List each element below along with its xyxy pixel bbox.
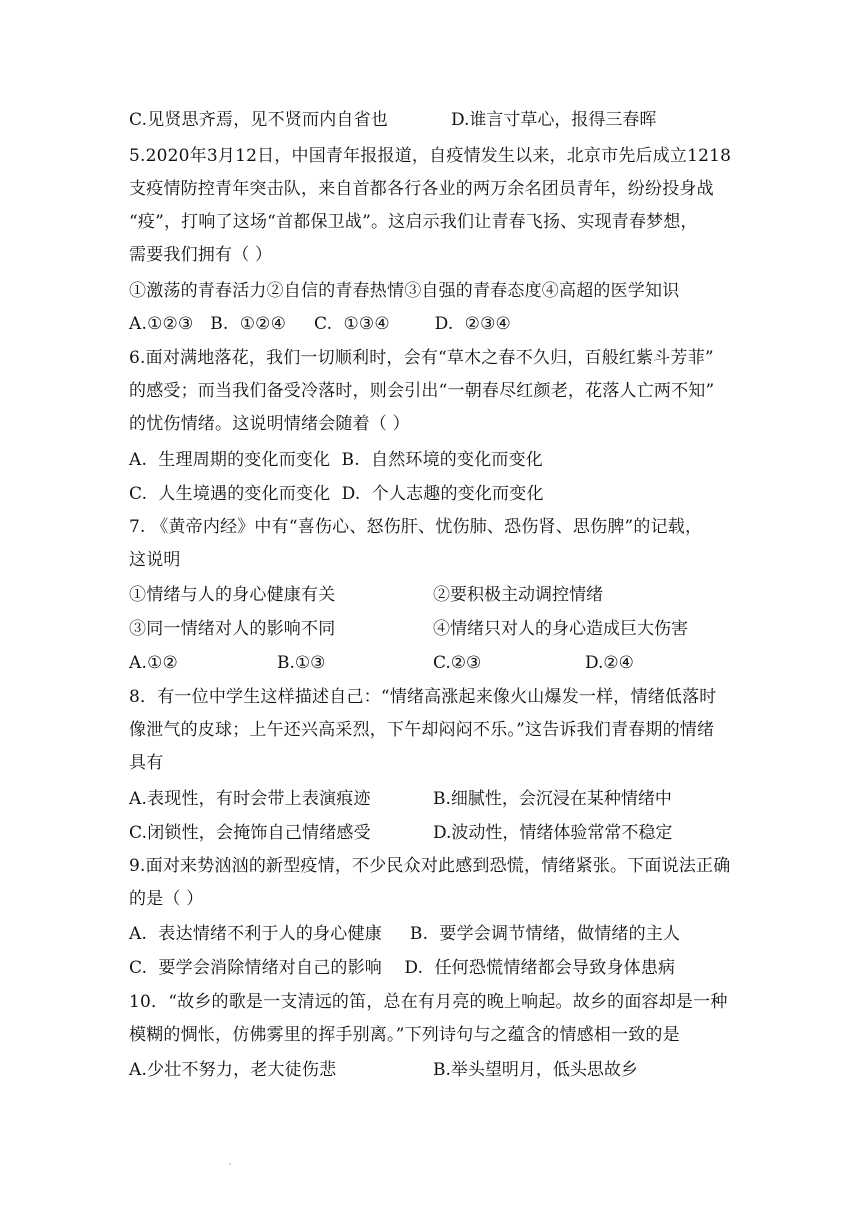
q10-stem-line-2: 模糊的惆怅，仿佛雾里的挥手别离。”下列诗句与之蕴含的情感相一致的是 bbox=[129, 1025, 680, 1045]
q7-option-d: D.②④ bbox=[585, 653, 634, 673]
q6-options-cd: C. 人生境遇的变化而变化 D. 个人志趣的变化而变化 bbox=[129, 484, 544, 504]
q8-option-d: D.波动性，情绪体验常常不稳定 bbox=[433, 823, 673, 843]
q6-stem-line-2: 的感受；而当我们备受冷落时，则会引出“一朝春尽红颜老，花落人亡两不知” bbox=[129, 381, 715, 401]
q5-stem-line-2: 支疫情防控青年突击队，来自首都各行各业的两万余名团员青年，纷纷投身战 bbox=[129, 179, 714, 199]
q7-stem-line-2: 这说明 bbox=[129, 550, 181, 570]
q7-item-3: ③同一情绪对人的影响不同 bbox=[129, 619, 336, 639]
q5-items: ①激荡的青春活力②自信的青春热情③自强的青春态度④高超的医学知识 bbox=[129, 281, 680, 301]
q10-option-a: A.少壮不努力，老大徒伤悲 bbox=[129, 1060, 337, 1080]
q10-stem-line-1: 10．“故乡的歌是一支清远的笛，总在有月亮的晚上响起。故乡的面容却是一种 bbox=[129, 992, 728, 1012]
q4-option-c: C.见贤思齐焉，见不贤而内自省也 bbox=[129, 110, 389, 130]
q9-options-cd: C. 要学会消除情绪对自己的影响 D. 任何恐慌情绪都会导致身体患病 bbox=[129, 958, 676, 978]
q7-stem-line-1: 7. 《黄帝内经》中有“喜伤心、怒伤肝、忧伤肺、恐伤肾、思伤脾”的记载， bbox=[129, 517, 703, 537]
q9-options-ab: A. 表达情绪不利于人的身心健康 B. 要学会调节情绪，做情绪的主人 bbox=[129, 924, 681, 944]
q7-item-4: ④情绪只对人的身心造成巨大伤害 bbox=[433, 619, 688, 639]
q5-options: A.①②③ B. ①②④ C. ①③④ D. ②③④ bbox=[129, 314, 511, 334]
q8-stem-line-1: 8．有一位中学生这样描述自己：“情绪高涨起来像火山爆发一样，情绪低落时 bbox=[129, 687, 717, 707]
q7-option-b: B.①③ bbox=[277, 653, 326, 673]
q5-stem-line-3: “疫”，打响了这场“首都保卫战”。这启示我们让青春飞扬、实现青春梦想， bbox=[129, 212, 698, 232]
q8-stem-line-3: 具有 bbox=[129, 753, 164, 773]
q8-option-a: A.表现性，有时会带上表演痕迹 bbox=[129, 789, 371, 809]
q7-item-2: ②要积极主动调控情绪 bbox=[433, 585, 603, 605]
q5-stem-line-1: 5.2020年3月12日，中国青年报报道，自疫情发生以来，北京市先后成立1218 bbox=[129, 146, 732, 166]
q9-stem-line-2: 的是（ ） bbox=[129, 889, 204, 909]
q7-item-1: ①情绪与人的身心健康有关 bbox=[129, 585, 336, 605]
q6-stem-line-3: 的忧伤情绪。这说明情绪会随着（ ） bbox=[129, 414, 410, 434]
q7-option-c: C.②③ bbox=[433, 653, 482, 673]
q5-stem-line-4: 需要我们拥有（ ） bbox=[129, 245, 273, 265]
q9-stem-line-1: 9.面对来势汹汹的新型疫情，不少民众对此感到恐慌，情绪紧张。下面说法正确 bbox=[129, 856, 731, 876]
q4-option-d: D.谁言寸草心，报得三春晖 bbox=[451, 110, 657, 130]
q10-option-b: B.举头望明月，低头思故乡 bbox=[433, 1060, 638, 1080]
scan-speck bbox=[229, 1163, 231, 1165]
q8-option-b: B.细腻性，会沉浸在某种情绪中 bbox=[433, 789, 672, 809]
q6-stem-line-1: 6.面对满地落花，我们一切顺利时，会有“草木之春不久归，百般红紫斗芳菲” bbox=[129, 348, 714, 368]
q7-option-a: A.①② bbox=[129, 653, 178, 673]
q8-option-c: C.闭锁性，会掩饰自己情绪感受 bbox=[129, 823, 371, 843]
q8-stem-line-2: 像泄气的皮球；上午还兴高采烈，下午却闷闷不乐。”这告诉我们青春期的情绪 bbox=[129, 720, 715, 740]
q6-options-ab: A. 生理周期的变化而变化 B. 自然环境的变化而变化 bbox=[129, 450, 543, 470]
